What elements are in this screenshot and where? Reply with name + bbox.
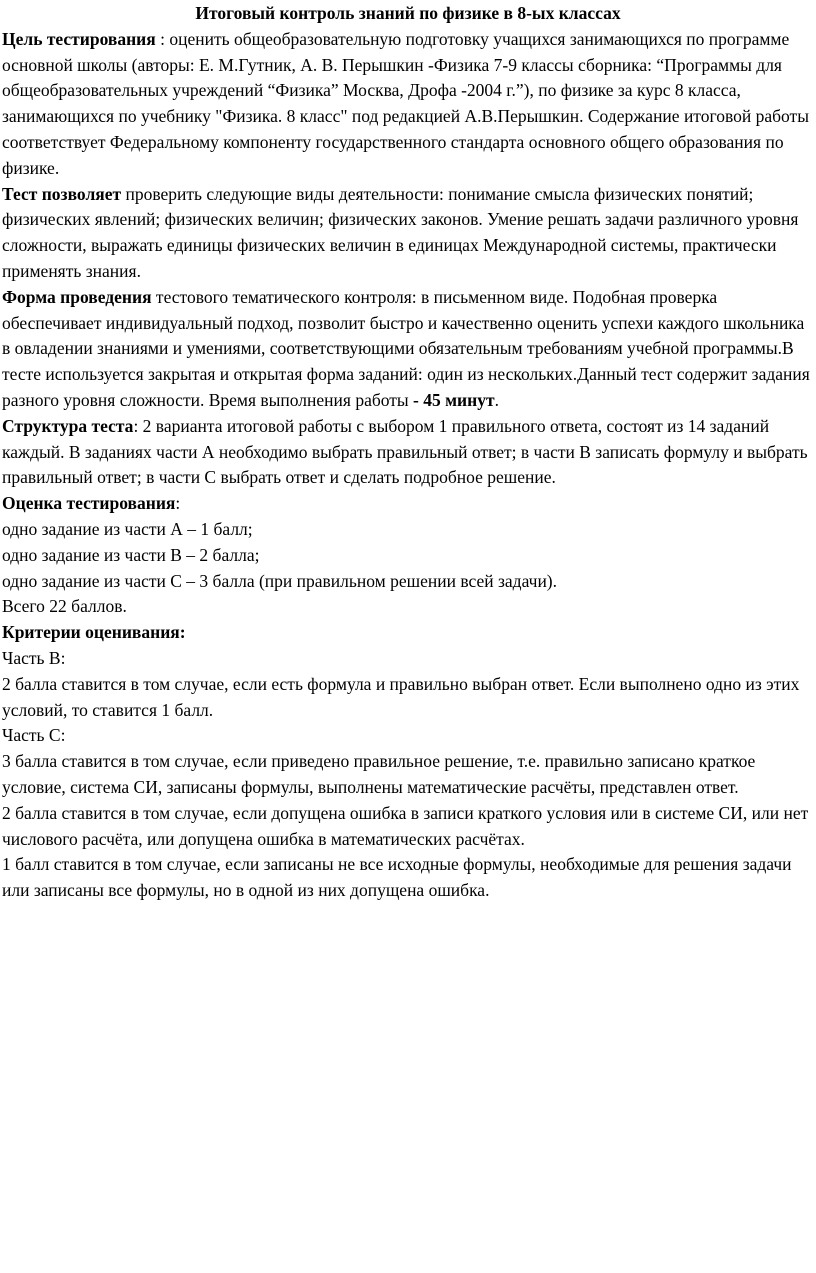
- allows-paragraph: [2, 182, 814, 285]
- grading-colon: :: [175, 493, 181, 514]
- goal-label: Цель тестирования: [2, 28, 156, 49]
- structure-text: : 2 варианта итоговой работы с выбором 1 правильного ответа, состоят из 14 заданий каждый. В заданиях части А необходимо выбрать правильный ответ; в части В записать формулу и выбрать правильный ответ; в части С выбрать ответ и сделать подробное решение.: [2, 415, 808, 488]
- criteria-part-c-item-1: 1 балл ставится в том случае, если записаны не все исходные формулы, необходимые для решения задачи или записаны все формулы, но в одной из них допущена ошибка.: [2, 854, 792, 901]
- criteria-part-b-text: 2 балла ставится в том случае, если есть формула и правильно выбран ответ. Если выполнено одно из этих условий, то ставится 1 балл.: [2, 673, 800, 720]
- criteria-part-b-heading: Часть В:: [2, 647, 66, 668]
- criteria-heading: [2, 620, 814, 646]
- document-page: [2, 0, 814, 904]
- allows-label: Тест позволяет: [2, 183, 122, 204]
- grading-line-c: одно задание из части С – 3 балла (при правильном решении всей задачи).: [2, 570, 558, 591]
- grading-label: Оценка тестирования: [2, 493, 176, 514]
- grading-total: Всего 22 баллов.: [2, 596, 127, 617]
- grading-line-a: одно задание из части А – 1 балл;: [2, 518, 253, 539]
- document-title: Итоговый контроль знаний по физике в 8-ых классах: [195, 3, 621, 23]
- criteria-part-c-item-3: 3 балла ставится в том случае, если приведено правильное решение, т.е. правильно записано краткое условие, система СИ, записаны формулы, выполнены математические расчёты, представлен ответ.: [2, 751, 756, 797]
- goal-text: : оценить общеобразовательную подготовку учащихся занимающихся по программе основной школы (авторы: Е. М.Гутник, А. В. Перышкин -Физика 7-9 классы сборника: “Программы для общеобразовательных учреждений “Физика” Москва, Дрофа -2004 г.”), по физике за курс 8 класса, занимающихся по учебнику "Физика. 8 класс" под редакцией А.В.Перышкин. Содержание итоговой работы соответствует Федеральному компоненту государственного стандарта основного общего образования по физике.: [2, 28, 809, 178]
- grading-heading: [2, 491, 814, 517]
- form-text: тестового тематического контроля: в письменном виде. Подобная проверка обеспечивает индивидуальный подход, позволит быстро и качественно оценить успехи каждого школьника в овладении знаниями и умениями, соответствующими обязательным требованиям учебной программы.В тесте используется закрытая и открытая форма заданий: один из нескольких.Данный тест содержит задания разного уровня сложности. Время выполнения работы: [2, 286, 810, 410]
- form-time: - 45 минут: [413, 389, 495, 410]
- structure-label: Структура теста: [2, 415, 134, 436]
- structure-paragraph: [2, 414, 814, 491]
- form-label: Форма проведения: [2, 286, 152, 307]
- form-paragraph: [2, 285, 814, 414]
- goal-paragraph: [2, 27, 814, 182]
- criteria-label: Критерии оценивания:: [2, 622, 186, 643]
- form-end: .: [494, 389, 499, 410]
- criteria-part-c-item-2: 2 балла ставится в том случае, если допущена ошибка в записи краткого условия или в системе СИ, или нет числового расчёта, или допущена ошибка в математических расчётах.: [2, 802, 809, 849]
- criteria-part-c-heading: Часть С:: [2, 725, 66, 746]
- grading-line-b: одно задание из части В – 2 балла;: [2, 544, 260, 565]
- allows-text: проверить следующие виды деятельности: понимание смысла физических понятий; физических явлений; физических величин; физических законов. Умение решать задачи различного уровня сложности, выражать единицы физических величин в единицах Международной системы, практически применять знания.: [2, 183, 799, 281]
